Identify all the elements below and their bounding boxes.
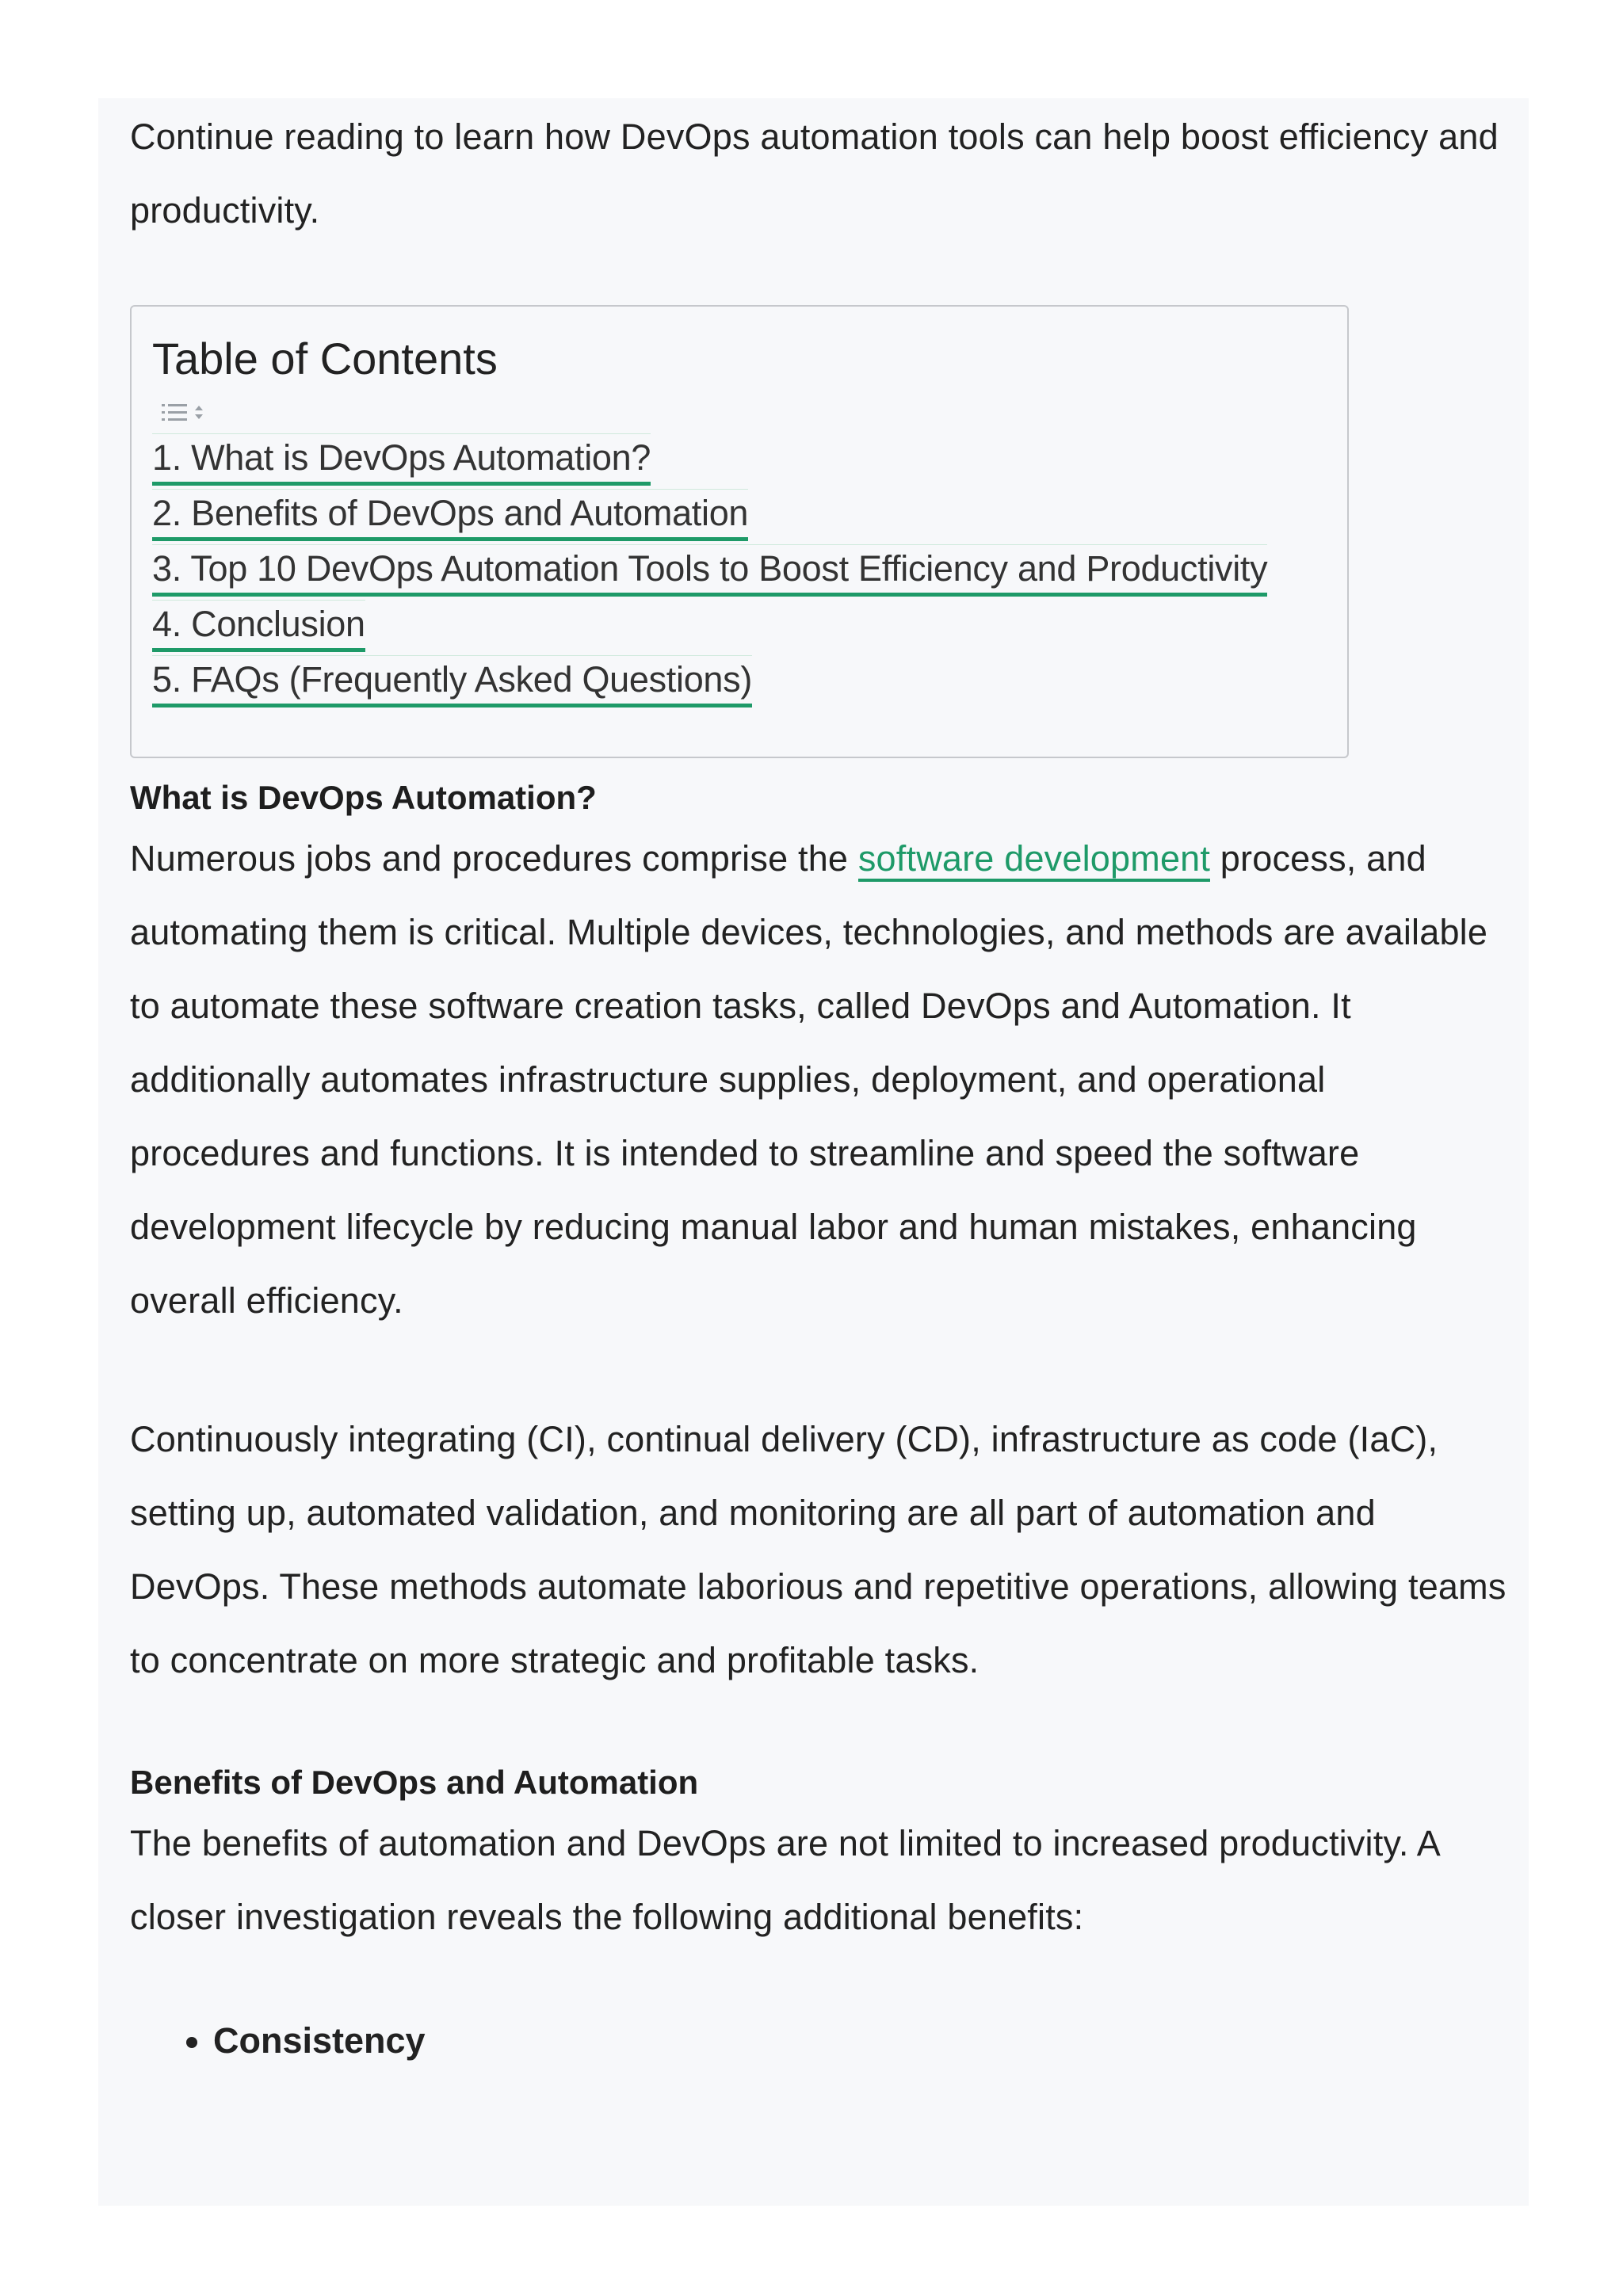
- list-item: • Consistency: [213, 2009, 1509, 2073]
- toc-item: [152, 600, 1327, 655]
- toc-link-benefits[interactable]: 2. Benefits of DevOps and Automation: [152, 489, 748, 541]
- toc-item: [152, 489, 1327, 544]
- intro-paragraph: Continue reading to learn how DevOps automation tools can help boost efficiency and productivity.: [130, 116, 1499, 231]
- software-development-link[interactable]: software development: [858, 838, 1210, 882]
- toc-link-conclusion[interactable]: 4. Conclusion: [152, 600, 365, 652]
- section1-paragraph-1: [130, 822, 1509, 1337]
- text-span: process, and automating them is critical. Multiple devices, technologies, and methods are available to automate these software creation tasks, called DevOps and Automation. It additionally automates infrastructure supplies, deployment, and operational procedures and functions. It is intended to streamline and speed the software development lifecycle by reducing manual labor and human mistakes, enhancing overall efficiency.: [130, 838, 1488, 1321]
- section1-paragraph-2: Continuously integrating (CI), continual delivery (CD), infrastructure as code (IaC), setting up, automated validation, and monitoring are all part of automation and DevOps. These methods automate laborious and repetitive operations, allowing teams to concentrate on more strategic and profitable tasks.: [130, 1419, 1507, 1680]
- toc-item: [152, 655, 1327, 711]
- list-toggle-icon: [160, 401, 208, 425]
- toc-title: Table of Contents: [152, 334, 498, 383]
- section-heading-benefits: Benefits of DevOps and Automation: [130, 1764, 699, 1801]
- section-heading-what-is-devops: What is DevOps Automation?: [130, 779, 597, 816]
- toc-link-what-is-devops-automation[interactable]: 1. What is DevOps Automation?: [152, 433, 651, 486]
- toc-item: [152, 544, 1327, 600]
- article-card: [98, 98, 1529, 2206]
- text-span: Numerous jobs and procedures comprise the: [130, 838, 858, 879]
- toc-toggle-button[interactable]: [160, 395, 208, 430]
- toc-link-faqs[interactable]: 5. FAQs (Frequently Asked Questions): [152, 655, 752, 707]
- toc-list: [152, 433, 1327, 711]
- toc-item: [152, 433, 1327, 489]
- toc-link-top-10-tools[interactable]: 3. Top 10 DevOps Automation Tools to Boost Efficiency and Productivity: [152, 544, 1267, 597]
- article-body: [130, 98, 1509, 2073]
- table-of-contents: [130, 305, 1349, 758]
- section2-paragraph: The benefits of automation and DevOps are not limited to increased productivity. A closer investigation reveals the following additional benefits:: [130, 1823, 1439, 1937]
- benefits-list: [130, 2009, 1509, 2073]
